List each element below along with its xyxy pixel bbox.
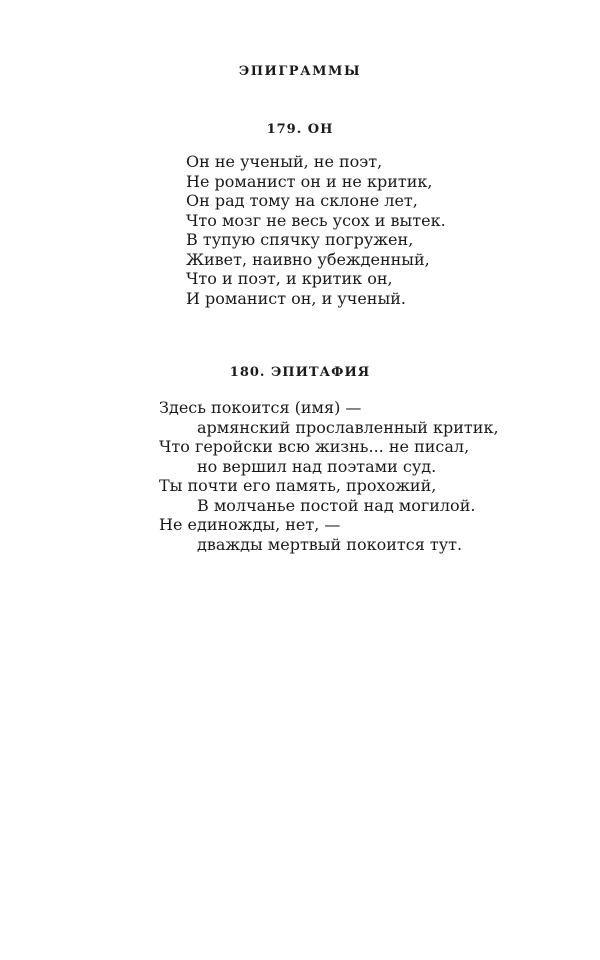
poem-line: Ты почти его память, прохожий, [159, 476, 437, 495]
poem-title: 179. ОН [266, 122, 334, 137]
poem-line: Что мозг не весь усох и вытек. [186, 210, 446, 230]
poem-body [159, 398, 499, 554]
poem-line: Живет, наивно убежденный, [186, 249, 430, 269]
poem-line: Он не ученый, не поэт, [186, 152, 383, 171]
poem-line: армянский прославленный критик, [197, 417, 499, 437]
poem-line: Здесь покоится (имя) — [159, 398, 362, 417]
poem-line: И романист он, и ученый. [186, 288, 406, 308]
poem-line: но вершил над поэтами суд. [197, 456, 437, 476]
poem-line: Что геройски всю жизнь... не писал, [159, 437, 470, 456]
section-title: ЭПИГРАММЫ [238, 64, 362, 79]
poem-line: дважды мертвый покоится тут. [197, 534, 463, 554]
poem-line: Он рад тому на склоне лет, [186, 191, 418, 210]
poem-line: В молчанье постой над могилой. [197, 495, 476, 515]
poem-line: В тупую спячку погружен, [186, 230, 414, 249]
poem-line: Не единожды, нет, — [159, 515, 341, 534]
poem-body [186, 152, 446, 308]
poem-line: Что и поэт, и критик он, [186, 269, 393, 288]
poem-line: Не романист он и не критик, [186, 171, 433, 191]
poem-title: 180. ЭПИТАФИЯ [229, 365, 371, 380]
